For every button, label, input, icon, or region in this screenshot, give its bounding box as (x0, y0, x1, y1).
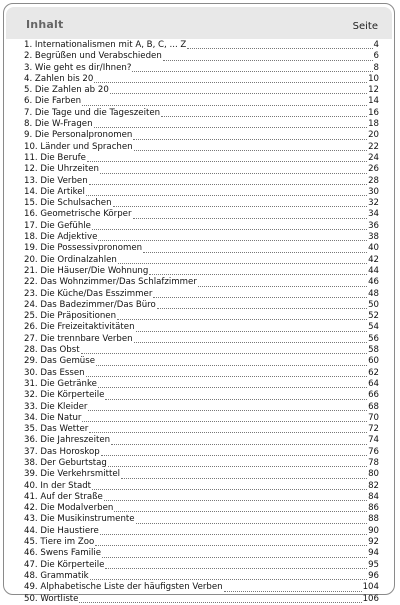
toc-dot-leader (117, 319, 367, 320)
toc-entry-page: 32 (368, 198, 379, 209)
toc-entry-title: 39. Die Verkehrsmittel (24, 469, 121, 480)
toc-entry-page: 94 (368, 548, 379, 559)
toc-entry-title: 10. Länder und Sprachen (24, 141, 133, 152)
toc-dot-leader (136, 523, 368, 524)
toc-entry-page: 58 (368, 345, 379, 356)
toc-dot-leader (90, 579, 367, 580)
toc-entry-title: 25. Die Präpositionen (24, 311, 117, 322)
toc-entry-page: 86 (368, 503, 379, 514)
toc-dot-leader (149, 274, 367, 275)
toc-dot-leader (110, 93, 367, 94)
toc-dot-leader (134, 342, 367, 343)
toc-entry (24, 548, 379, 559)
toc-entry (24, 153, 379, 164)
toc-entry-page: 64 (368, 378, 379, 389)
toc-entry-page: 20 (368, 130, 379, 141)
toc-entry-page: 76 (368, 446, 379, 457)
toc-entry-title: 32. Die Körperteile (24, 390, 105, 401)
toc-dot-leader (100, 534, 367, 535)
toc-entry (24, 255, 379, 266)
toc-entry-title: 13. Die Verben (24, 175, 88, 186)
toc-entry (24, 368, 379, 379)
toc-entry (24, 221, 379, 232)
toc-entry-title: 48. Grammatik (24, 570, 89, 581)
toc-entry-page: 82 (368, 480, 379, 491)
toc-entry (24, 40, 379, 51)
toc-entry-title: 37. Das Horoskop (24, 446, 100, 457)
toc-entry-page: 50 (368, 299, 379, 310)
toc-entry-page: 80 (368, 469, 379, 480)
toc-entry-page: 72 (368, 424, 379, 435)
toc-entry (24, 514, 379, 525)
toc-entry-page: 48 (368, 288, 379, 299)
toc-entry-title: 9. Die Personalpronomen (24, 130, 133, 141)
toc-entry-title: 29. Das Gemüse (24, 356, 96, 367)
toc-entry (24, 63, 379, 74)
toc-entry (24, 582, 379, 593)
toc-entry (24, 379, 379, 390)
toc-entry (24, 390, 379, 401)
toc-entry-page: 56 (368, 333, 379, 344)
toc-entry-page: 60 (368, 356, 379, 367)
toc-entry-title: 34. Die Natur (24, 412, 82, 423)
toc-entry-page: 84 (368, 491, 379, 502)
toc-entry-title: 27. Die trennbare Verben (24, 333, 133, 344)
toc-entry-page: 95 (368, 559, 379, 570)
toc-entry-page: 8 (373, 62, 379, 73)
toc-entry-title: 43. Die Musikinstrumente (24, 514, 135, 525)
toc-entry-title: 3. Wie geht es dir/Ihnen? (24, 62, 132, 73)
toc-dot-leader (89, 184, 367, 185)
toc-entry (24, 266, 379, 277)
toc-entry-page: 62 (368, 367, 379, 378)
toc-entry-page: 52 (368, 311, 379, 322)
toc-dot-leader (133, 139, 367, 140)
toc-entry-title: 18. Die Adjektive (24, 232, 98, 243)
page-frame (3, 3, 395, 604)
toc-dot-leader (118, 263, 367, 264)
toc-entry-page: 16 (368, 107, 379, 118)
toc-entry-page: 78 (368, 457, 379, 468)
toc-entry (24, 424, 379, 435)
toc-dot-leader (224, 591, 362, 592)
toc-dot-leader (132, 71, 372, 72)
toc-dot-leader (98, 387, 367, 388)
toc-entry (24, 243, 379, 254)
toc-entry (24, 209, 379, 220)
toc-entry-page: 10 (368, 73, 379, 84)
toc-entry-page: 92 (368, 537, 379, 548)
toc-dot-leader (163, 60, 373, 61)
toc-entry (24, 345, 379, 356)
toc-dot-leader (187, 48, 372, 49)
toc-entry-page: 6 (373, 51, 379, 62)
toc-entry (24, 232, 379, 243)
toc-entry-page: 40 (368, 243, 379, 254)
toc-entry (24, 277, 379, 288)
toc-entry-title: 44. Die Haustiere (24, 525, 99, 536)
toc-dot-leader (108, 466, 367, 467)
toc-entry-page: 106 (362, 593, 379, 604)
toc-entry-title: 30. Das Essen (24, 367, 85, 378)
toc-dot-leader (88, 410, 367, 411)
toc-list (24, 40, 379, 605)
toc-entry-title: 36. Die Jahreszeiten (24, 435, 111, 446)
toc-entry (24, 503, 379, 514)
toc-entry (24, 108, 379, 119)
toc-entry-title: 35. Das Wetter (24, 424, 89, 435)
toc-entry (24, 435, 379, 446)
toc-entry (24, 594, 379, 605)
toc-entry-title: 14. Die Artikel (24, 186, 85, 197)
toc-entry-title: 40. In der Stadt (24, 480, 92, 491)
toc-entry-title: 50. Wortliste (24, 593, 79, 604)
toc-entry-page: 12 (368, 85, 379, 96)
toc-entry (24, 289, 379, 300)
toc-entry-title: 28. Das Obst (24, 345, 80, 356)
toc-dot-leader (111, 444, 367, 445)
toc-dot-leader (89, 432, 367, 433)
toc-dot-leader (143, 252, 367, 253)
toc-dot-leader (153, 297, 367, 298)
toc-entry (24, 322, 379, 333)
toc-dot-leader (98, 240, 367, 241)
toc-dot-leader (82, 421, 367, 422)
toc-entry-page: 14 (368, 96, 379, 107)
toc-dot-leader (133, 218, 368, 219)
toc-entry (24, 300, 379, 311)
toc-entry-title: 5. Die Zahlen ab 20 (24, 85, 109, 96)
toc-entry (24, 402, 379, 413)
toc-dot-leader (92, 489, 367, 490)
toc-entry-page: 26 (368, 164, 379, 175)
page-column-label: Seite (352, 21, 378, 32)
toc-dot-leader (136, 331, 368, 332)
toc-entry-title: 46. Swens Familie (24, 548, 102, 559)
toc-dot-leader (94, 82, 367, 83)
toc-dot-leader (134, 150, 367, 151)
toc-entry-title: 33. Die Kleider (24, 401, 88, 412)
toc-entry (24, 526, 379, 537)
toc-title: Inhalt (26, 18, 64, 31)
toc-entry-title: 7. Die Tage und die Tageszeiten (24, 107, 161, 118)
toc-entry (24, 356, 379, 367)
toc-entry-title: 42. Die Modalverben (24, 503, 114, 514)
toc-entry-title: 41. Auf der Straße (24, 491, 103, 502)
toc-dot-leader (92, 229, 367, 230)
toc-dot-leader (94, 127, 368, 128)
toc-entry-page: 54 (368, 322, 379, 333)
toc-entry (24, 142, 379, 153)
toc-dot-leader (113, 206, 368, 207)
toc-entry (24, 96, 379, 107)
toc-entry-page: 4 (373, 40, 379, 50)
toc-dot-leader (96, 365, 367, 366)
toc-entry-page: 18 (368, 119, 379, 130)
toc-entry (24, 51, 379, 62)
toc-entry-page: 42 (368, 254, 379, 265)
toc-entry-title: 17. Die Gefühle (24, 220, 91, 231)
toc-dot-leader (86, 195, 367, 196)
toc-entry (24, 469, 379, 480)
toc-entry-title: 23. Die Küche/Das Esszimmer (24, 288, 153, 299)
toc-entry (24, 85, 379, 96)
toc-entry (24, 571, 379, 582)
toc-entry-page: 74 (368, 435, 379, 446)
toc-dot-leader (82, 105, 367, 106)
toc-entry-page: 44 (368, 265, 379, 276)
toc-entry (24, 560, 379, 571)
toc-entry-page: 46 (368, 277, 379, 288)
toc-entry (24, 74, 379, 85)
toc-entry-title: 16. Geometrische Körper (24, 209, 132, 220)
toc-dot-leader (104, 500, 367, 501)
toc-entry (24, 492, 379, 503)
toc-entry-page: 34 (368, 209, 379, 220)
toc-dot-leader (102, 557, 367, 558)
toc-entry-title: 47. Die Körperteile (24, 559, 105, 570)
toc-dot-leader (87, 161, 367, 162)
toc-entry-page: 66 (368, 390, 379, 401)
toc-dot-leader (95, 545, 367, 546)
toc-entry (24, 164, 379, 175)
toc-dot-leader (161, 116, 367, 117)
toc-entry-title: 49. Alphabetische Liste der häufigsten Verben (24, 582, 223, 593)
toc-dot-leader (86, 376, 367, 377)
toc-entry (24, 119, 379, 130)
toc-entry-page: 88 (368, 514, 379, 525)
toc-entry-title: 1. Internationalismen mit A, B, C, ... Z (24, 40, 187, 50)
toc-entry-title: 11. Die Berufe (24, 152, 86, 163)
toc-entry-title: 31. Die Getränke (24, 378, 97, 389)
toc-entry (24, 176, 379, 187)
toc-entry (24, 537, 379, 548)
toc-entry-title: 38. Der Geburtstag (24, 457, 107, 468)
toc-entry (24, 458, 379, 469)
toc-entry (24, 334, 379, 345)
toc-entry-page: 38 (368, 232, 379, 243)
toc-entry-page: 90 (368, 525, 379, 536)
toc-entry-title: 2. Begrüßen und Verabschieden (24, 51, 162, 62)
toc-entry (24, 187, 379, 198)
toc-entry (24, 130, 379, 141)
toc-entry (24, 481, 379, 492)
toc-dot-leader (100, 173, 367, 174)
toc-entry-title: 26. Die Freizeitaktivitäten (24, 322, 135, 333)
toc-header (6, 7, 392, 39)
toc-entry-page: 96 (368, 570, 379, 581)
toc-entry-title: 4. Zahlen bis 20 (24, 73, 94, 84)
toc-entry-page: 68 (368, 401, 379, 412)
toc-entry-page: 28 (368, 175, 379, 186)
toc-entry-page: 104 (362, 582, 379, 593)
toc-entry (24, 311, 379, 322)
toc-entry-title: 8. Die W-Fragen (24, 119, 93, 130)
toc-dot-leader (105, 399, 367, 400)
toc-entry-title: 22. Das Wohnzimmer/Das Schlafzimmer (24, 277, 197, 288)
toc-entry-title: 15. Die Schulsachen (24, 198, 112, 209)
toc-entry-title: 20. Die Ordinalzahlen (24, 254, 117, 265)
toc-dot-leader (81, 353, 368, 354)
toc-entry-title: 21. Die Häuser/Die Wohnung (24, 265, 149, 276)
toc-entry-title: 19. Die Possessivpronomen (24, 243, 143, 254)
toc-entry-page: 24 (368, 152, 379, 163)
toc-dot-leader (114, 511, 367, 512)
toc-entry (24, 413, 379, 424)
toc-entry-title: 12. Die Uhrzeiten (24, 164, 99, 175)
toc-dot-leader (101, 455, 367, 456)
toc-dot-leader (157, 308, 367, 309)
toc-entry-title: 24. Das Badezimmer/Das Büro (24, 299, 156, 310)
toc-entry-page: 30 (368, 186, 379, 197)
toc-dot-leader (198, 286, 367, 287)
toc-dot-leader (121, 478, 367, 479)
toc-dot-leader (79, 602, 361, 603)
toc-dot-leader (105, 568, 367, 569)
toc-entry-page: 36 (368, 220, 379, 231)
toc-entry (24, 447, 379, 458)
toc-entry-title: 6. Die Farben (24, 96, 82, 107)
toc-entry-title: 45. Tiere im Zoo (24, 537, 95, 548)
toc-entry-page: 22 (368, 141, 379, 152)
toc-entry-page: 70 (368, 412, 379, 423)
toc-entry (24, 198, 379, 209)
